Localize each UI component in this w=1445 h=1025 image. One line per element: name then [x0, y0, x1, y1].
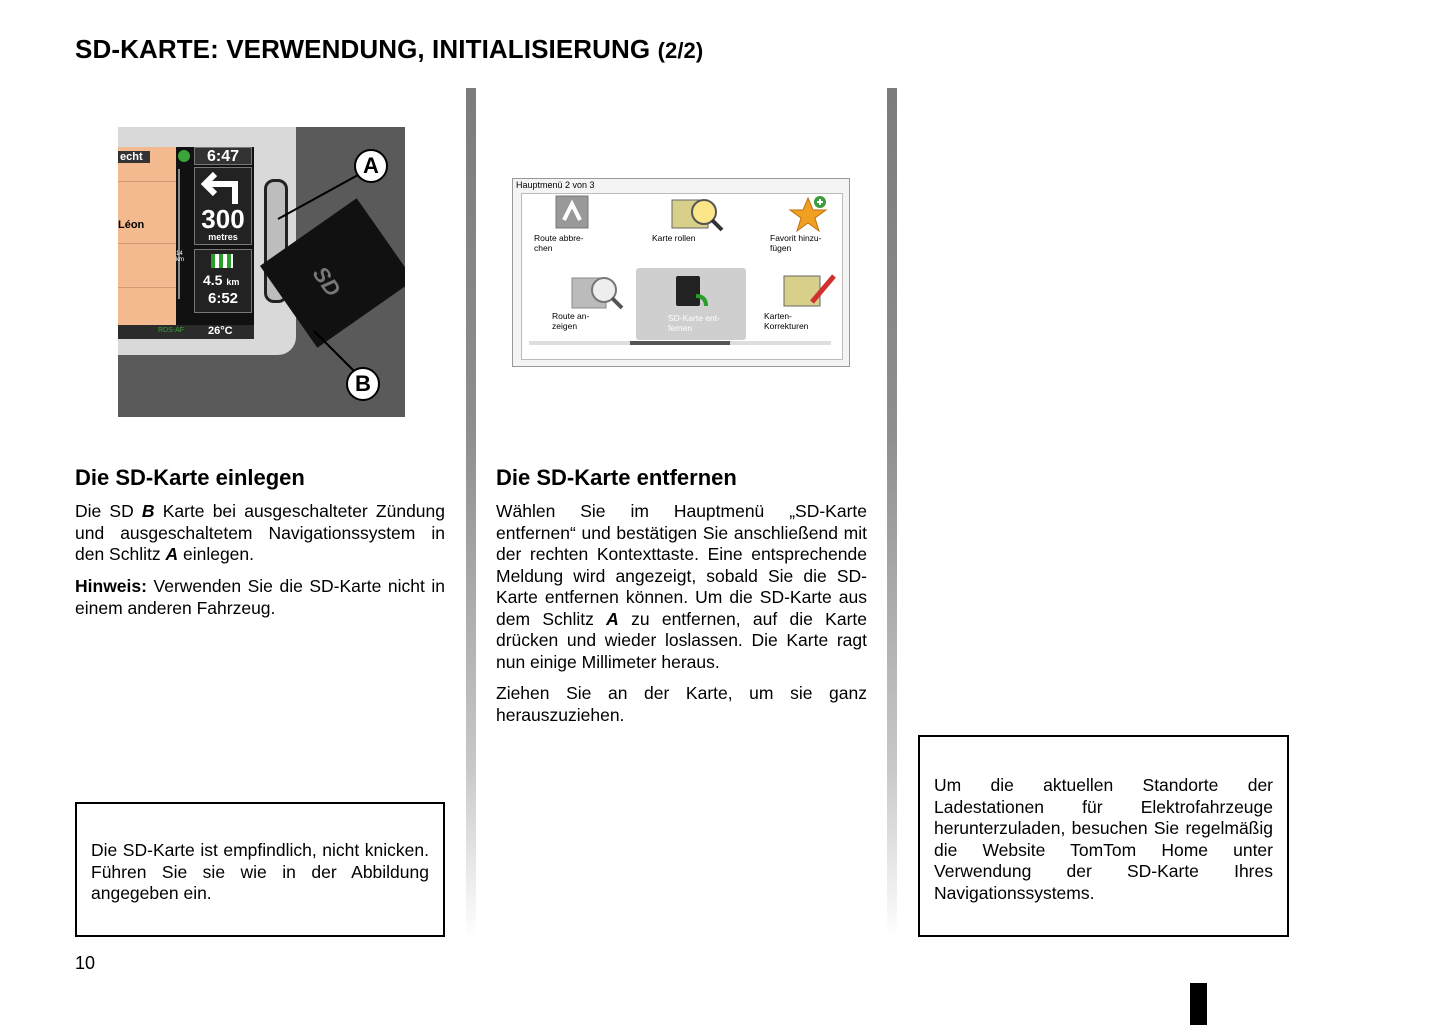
remaining-distance: 4.5 — [203, 272, 223, 288]
page-number: 10 — [75, 953, 96, 973]
menu-page-indicator — [529, 341, 831, 345]
insert-note: Hinweis: Verwenden Sie die SD-Karte nicht in einem anderen Fahrzeug. — [75, 576, 445, 618]
map-place-label: Léon — [118, 219, 145, 231]
menu-item-map-corrections[interactable] — [764, 272, 864, 331]
browse-map-icon — [670, 194, 710, 230]
menu-item-label: Route abbre- chen — [534, 233, 584, 253]
section-heading-insert: Die SD-Karte einlegen — [75, 465, 305, 490]
map-corrections-icon — [782, 272, 822, 308]
page-title-text: SD-KARTE: VERWENDUNG, INITIALISIERUNG — [75, 34, 651, 64]
insert-instructions: Die SD B Karte bei ausgeschalteter Zündung und ausgeschaltetem Navigationssystem in den Schlitz A einlegen. — [75, 501, 446, 564]
rds-label: RDS-AF — [158, 327, 185, 334]
menu-item-remove-sd-card[interactable] — [636, 268, 746, 340]
page-title-suffix: (2/2) — [657, 38, 704, 63]
show-route-icon — [570, 272, 610, 308]
menu-item-label: Karte rollen — [652, 233, 696, 243]
map-street-label: echt — [118, 151, 150, 163]
menu-grid — [521, 193, 843, 360]
temperature: 26°C — [208, 325, 233, 337]
arrival-time: 6:52 — [207, 290, 239, 307]
menu-item-browse-map[interactable] — [652, 194, 752, 244]
menu-item-label: Karten- Korrekturen — [764, 311, 809, 331]
turn-distance: 300 — [201, 204, 245, 234]
menu-item-route-cancel[interactable] — [534, 194, 634, 253]
cancel-route-icon — [552, 194, 592, 230]
section-tab-marker — [1190, 983, 1207, 1025]
column-divider-right — [887, 88, 897, 938]
menu-title: Hauptmenü 2 von 3 — [516, 180, 595, 190]
menu-item-label: SD-Karte ent- fernen — [668, 313, 720, 333]
callout-b: B — [346, 367, 380, 401]
remove-instructions: Wählen Sie im Hauptmenü „SD-Karte entfernen“ und bestätigen Sie anschließend mit der rechten Kontexttaste. Eine entsprechende Meldung wird angezeigt, sobald Sie die SD-Karte entfernen können. Um die SD-Karte aus dem Schlitz A zu entfernen, auf die Karte drücken und wieder loslassen. Die Karte ragt nun einige Millimeter heraus. — [496, 501, 867, 672]
sd-card-warning-box — [75, 802, 445, 937]
add-favorite-icon — [788, 194, 828, 230]
menu-page-indicator-fill — [630, 341, 730, 345]
turn-distance-unit: metres — [208, 232, 238, 242]
charging-stations-info-box — [918, 735, 1289, 937]
sd-card-warning-text: Die SD-Karte ist empfindlich, nicht knicken. Führen Sie sie wie in der Abbildung angegeben ein. — [91, 840, 429, 903]
remaining-distance-unit: km — [226, 277, 240, 287]
clock-display: 6:47 — [194, 147, 252, 165]
menu-item-label: Route an- zeigen — [552, 311, 590, 331]
navigation-device-illustration — [118, 127, 405, 417]
column-divider-left — [466, 88, 476, 938]
scale-value: 14 — [176, 251, 183, 257]
callout-a: A — [354, 149, 388, 183]
menu-item-label: Favorit hinzu- fügen — [770, 233, 822, 253]
scale-unit: km — [176, 257, 184, 263]
section-heading-remove: Die SD-Karte entfernen — [496, 465, 737, 490]
main-menu-screenshot — [512, 178, 850, 367]
remove-final-step: Ziehen Sie an der Karte, um sie ganz herauszuziehen. — [496, 683, 867, 725]
charging-stations-info-text: Um die aktuellen Standorte der Ladestationen für Elektrofahrzeuge herunterzuladen, besuchen Sie regelmäßig die Website TomTom Home unter Verwendung der SD-Karte Ihres Navigationssystems. — [934, 775, 1273, 903]
page-title — [75, 34, 703, 65]
sd-logo-icon: SD — [307, 261, 346, 302]
menu-item-add-favorite[interactable] — [770, 194, 870, 253]
sd-card-icon — [672, 274, 712, 310]
